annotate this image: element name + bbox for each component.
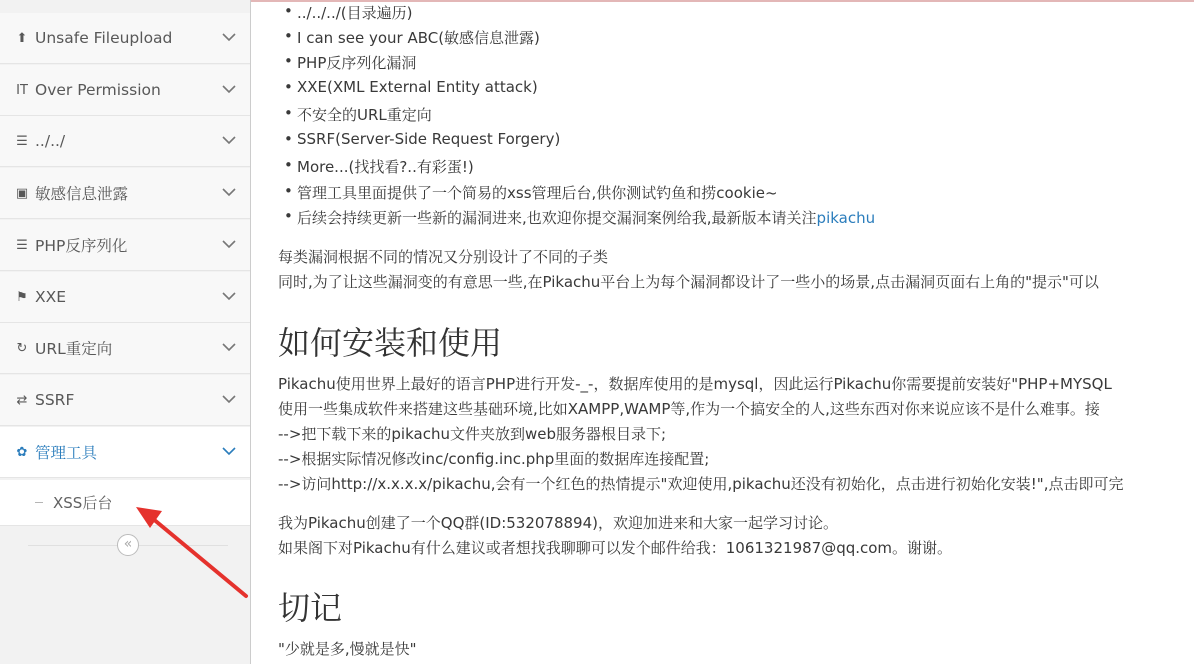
sidebar-item-label: PHP反序列化 <box>35 237 128 255</box>
list-item: • XXE(XML External Entity attack) <box>297 78 538 96</box>
intro-line: 每类漏洞根据不同的情况又分别设计了不同的子类 <box>278 248 609 266</box>
list-item: • ../../../(目录遍历) <box>297 2 412 23</box>
sidebar-subitem-xss-backend[interactable] <box>0 480 250 526</box>
flag-icon: ⚑ <box>16 289 28 305</box>
chevron-down-icon <box>222 235 236 253</box>
sidebar-item-info-leak[interactable] <box>0 168 250 219</box>
chevron-down-icon <box>222 28 236 46</box>
sidebar-item-label: Unsafe Fileupload <box>35 29 173 47</box>
sidebar-item-admin-tools[interactable] <box>0 427 250 478</box>
contact-line: 如果阁下对Pikachu有什么建议或者想找我聊聊可以发个邮件给我：1061321987@qq.com。谢谢。 <box>278 539 953 557</box>
intro-line: 同时,为了让这些漏洞变的有意思一些,在Pikachu平台上为每个漏洞都设计了一些小的场景,点击漏洞页面右上角的"提示"可以 <box>278 273 1099 291</box>
refresh-icon: ↻ <box>16 340 28 356</box>
chevron-down-icon <box>222 183 236 201</box>
motto-line: "少就是多,慢就是快" <box>278 640 417 658</box>
sidebar-item-label: SSRF <box>35 391 75 409</box>
chevron-down-icon <box>222 287 236 305</box>
sidebar-subitem-label: XSS后台 <box>53 494 113 512</box>
upload-circle-icon: ⬆ <box>16 30 28 46</box>
main-content <box>252 0 1194 664</box>
double-chevron-left-icon[interactable]: « <box>117 534 139 556</box>
pikachu-link[interactable]: pikachu <box>816 209 876 227</box>
qq-group-line: 我为Pikachu创建了一个QQ群(ID:532078894)，欢迎加进来和大家一起学习讨论。 <box>278 514 838 532</box>
sidebar-item-label: XXE <box>35 288 67 306</box>
sidebar-item-ssrf[interactable] <box>0 375 250 426</box>
list-item <box>297 207 875 228</box>
sidebar <box>0 0 251 664</box>
sidebar-item-url-redirect[interactable] <box>0 323 250 374</box>
list-item: • 管理工具里面提供了一个简易的xss管理后台,供你测试钓鱼和捞cookie~ <box>297 182 778 203</box>
exchange-icon: ⇄ <box>16 392 28 408</box>
sidebar-item-label: Over Permission <box>35 81 161 99</box>
list-item-text: 后续会持续更新一些新的漏洞进来,也欢迎你提交漏洞案例给我,最新版本请关注 <box>297 209 817 227</box>
chevron-down-icon <box>222 80 236 98</box>
sidebar-item-label: ../../ <box>35 132 66 150</box>
list-item: • I can see your ABC(敏感信息泄露) <box>297 27 540 48</box>
sidebar-item-php-unserialize[interactable] <box>0 220 250 271</box>
text-height-icon: IT <box>16 82 28 98</box>
list-item: • 不安全的URL重定向 <box>297 104 432 125</box>
sidebar-item-directory-traversal[interactable] <box>0 116 250 167</box>
list-item: • More...(找找看?..有彩蛋!) <box>297 156 474 177</box>
chevron-down-icon <box>222 390 236 408</box>
sidebar-item-label: URL重定向 <box>35 340 113 358</box>
sidebar-collapse-bar <box>0 527 250 563</box>
camera-icon: ▣ <box>15 185 29 201</box>
align-left-icon: ☰ <box>16 237 28 253</box>
chevron-down-icon <box>222 442 236 460</box>
sidebar-item-xxe[interactable] <box>0 272 250 323</box>
submenu-indent-line <box>35 502 43 503</box>
install-heading: 如何安装和使用 <box>278 324 503 362</box>
install-line: Pikachu使用世界上最好的语言PHP进行开发-_-，数据库使用的是mysql，因此运行Pikachu你需要提前安装好"PHP+MYSQL <box>278 375 1112 393</box>
install-line: -->把下载下来的pikachu文件夹放到web服务器根目录下; <box>278 425 667 443</box>
chevron-down-icon <box>222 131 236 149</box>
sidebar-item-label: 敏感信息泄露 <box>35 185 129 203</box>
chevron-down-icon <box>222 338 236 356</box>
install-line: -->根据实际情况修改inc/config.inc.php里面的数据库连接配置; <box>278 450 710 468</box>
list-item: • PHP反序列化漏洞 <box>297 52 416 73</box>
install-line: 使用一些集成软件来搭建这些基础环境,比如XAMPP,WAMP等,作为一个搞安全的人,这些东西对你来说应该不是什么难事。接 <box>278 400 1100 418</box>
sidebar-item-unsafe-fileupload[interactable] <box>0 13 250 64</box>
cog-icon: ✿ <box>16 444 28 460</box>
install-line: -->访问http://x.x.x.x/pikachu,会有一个红色的热情提示"欢迎使用,pikachu还没有初始化，点击进行初始化安装!",点击即可完 <box>278 475 1124 493</box>
sidebar-item-over-permission[interactable] <box>0 65 250 116</box>
sidebar-item-label: 管理工具 <box>35 444 98 462</box>
list-item: • SSRF(Server-Side Request Forgery) <box>297 130 560 148</box>
remember-heading: 切记 <box>278 589 343 627</box>
list-icon: ☰ <box>16 133 28 149</box>
